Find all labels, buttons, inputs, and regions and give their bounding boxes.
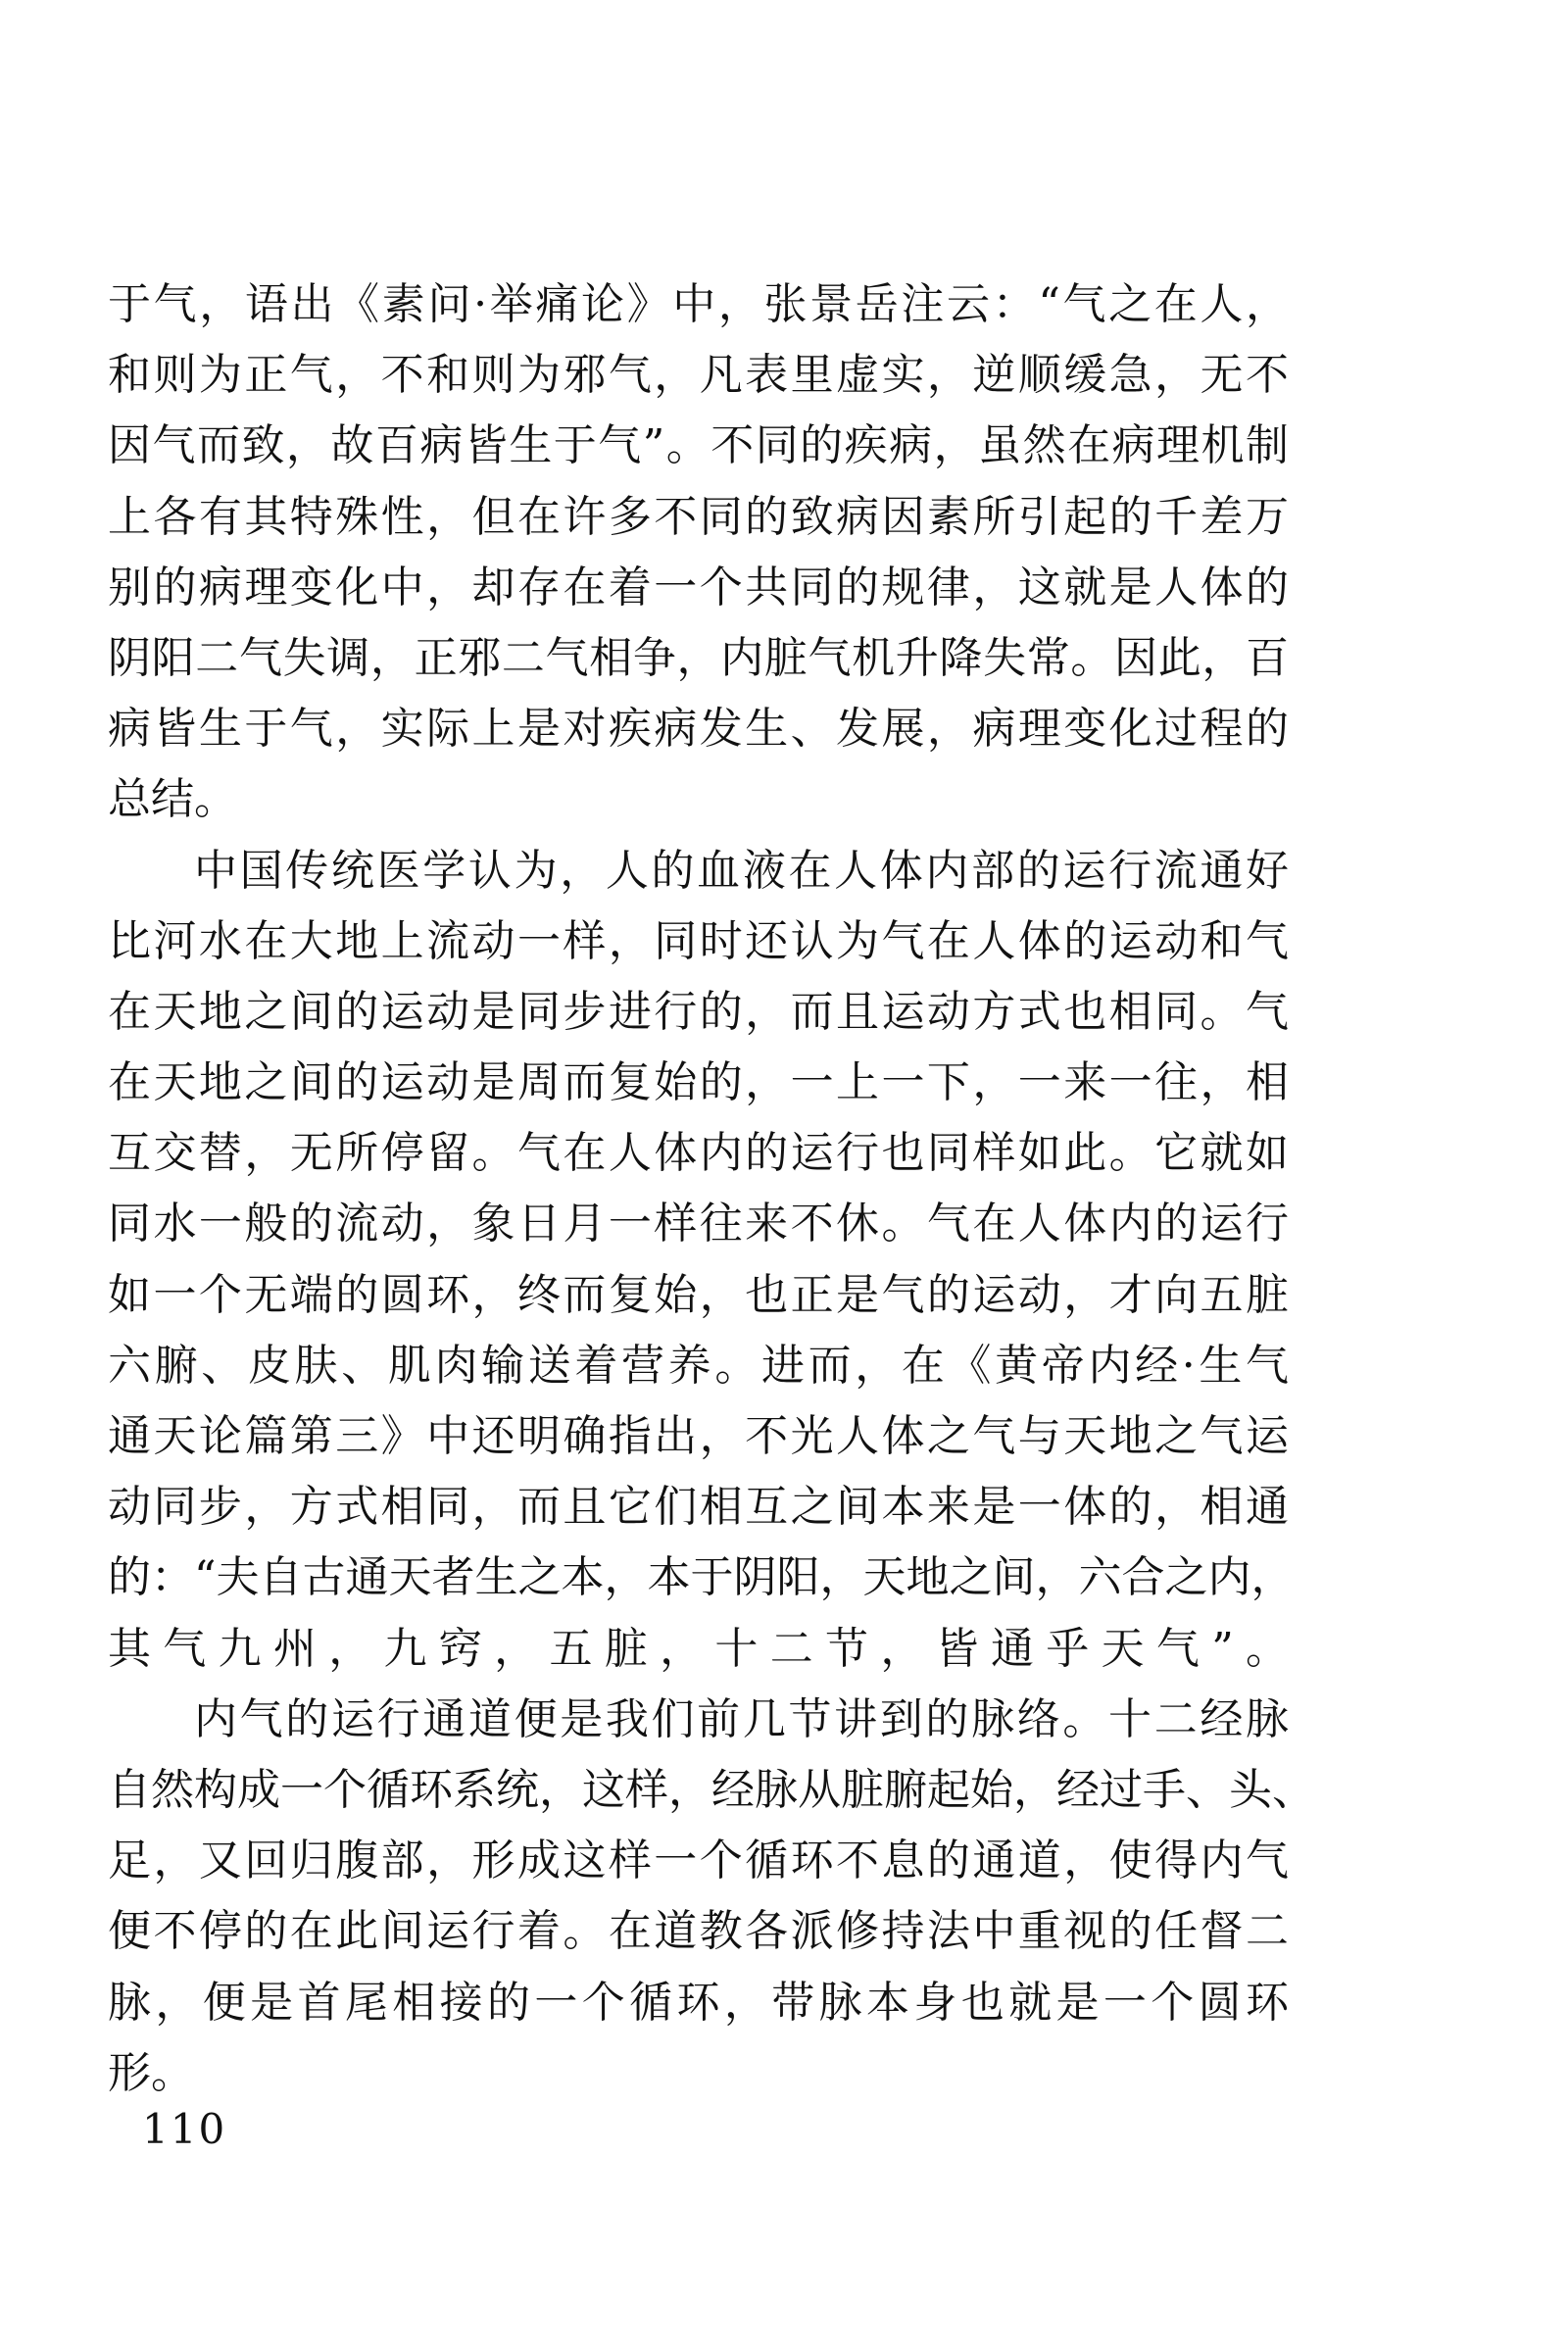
- text-line: 自然构成一个循环系统，这样，经脉从脏腑起始，经过手、头、: [108, 1764, 1315, 1815]
- text-line: 互交替，无所停留。气在人体内的运行也同样如此。它就如: [108, 1128, 1289, 1179]
- text-line: 的：“夫自古通天者生之本，本于阴阳，天地之间，六合之内，: [108, 1552, 1295, 1603]
- text-line: 和则为正气，不和则为邪气，凡表里虚实，逆顺缓急，无不: [108, 350, 1289, 401]
- text-line: 上各有其特殊性，但在许多不同的致病因素所引起的千差万: [108, 491, 1289, 542]
- text-line: 便不停的在此间运行着。在道教各派修持法中重视的任督二: [108, 1906, 1289, 1957]
- text-line: 病皆生于气，实际上是对疾病发生、发展，病理变化过程的: [108, 704, 1289, 755]
- text-line: 动同步，方式相同，而且它们相互之间本来是一体的，相通: [108, 1482, 1289, 1533]
- text-line: 形。: [108, 2047, 194, 2098]
- text-line: 因气而致，故百病皆生于气”。不同的疾病，虽然在病理机制: [108, 420, 1289, 471]
- paragraph: [108, 1685, 1315, 2109]
- paragraph: [108, 269, 1289, 836]
- text-line: 于气，语出《素问·举痛论》中，张景岳注云：“气之在人，: [108, 279, 1289, 329]
- text-line: 在天地之间的运动是周而复始的，一上一下，一来一往，相: [108, 1057, 1289, 1108]
- text-line: 脉，便是首尾相接的一个循环，带脉本身也就是一个圆环: [108, 1977, 1289, 2028]
- text-line: 内气的运行通道便是我们前几节讲到的脉络。十二经脉: [194, 1693, 1289, 1744]
- page-number: 110: [142, 2105, 227, 2153]
- body-text: [108, 269, 1315, 2109]
- text-line: 总结。: [108, 774, 237, 825]
- text-line: 阴阳二气失调，正邪二气相争，内脏气机升降失常。因此，百: [108, 632, 1289, 683]
- text-line: 别的病理变化中，却存在着一个共同的规律，这就是人体的: [108, 562, 1289, 612]
- text-line: 同水一般的流动，象日月一样往来不休。气在人体内的运行: [108, 1199, 1289, 1249]
- text-line: 比河水在大地上流动一样，同时还认为气在人体的运动和气: [108, 915, 1289, 966]
- text-line: 中国传统医学认为，人的血液在人体内部的运行流通好: [194, 845, 1289, 896]
- paragraph: [108, 836, 1295, 1685]
- text-line: 如一个无端的圆环，终而复始，也正是气的运动，才向五脏: [108, 1269, 1289, 1320]
- text-line: 其气九州，九窍，五脏，十二节，皆通乎天气”。: [108, 1623, 1289, 1674]
- text-line: 在天地之间的运动是同步进行的，而且运动方式也相同。气: [108, 986, 1289, 1037]
- text-line: 足，又回归腹部，形成这样一个循环不息的通道，使得内气: [108, 1836, 1289, 1886]
- text-line: 六腑、皮肤、肌肉输送着营养。进而，在《黄帝内经·生气: [108, 1340, 1289, 1391]
- text-line: 通天论篇第三》中还明确指出，不光人体之气与天地之气运: [108, 1411, 1289, 1461]
